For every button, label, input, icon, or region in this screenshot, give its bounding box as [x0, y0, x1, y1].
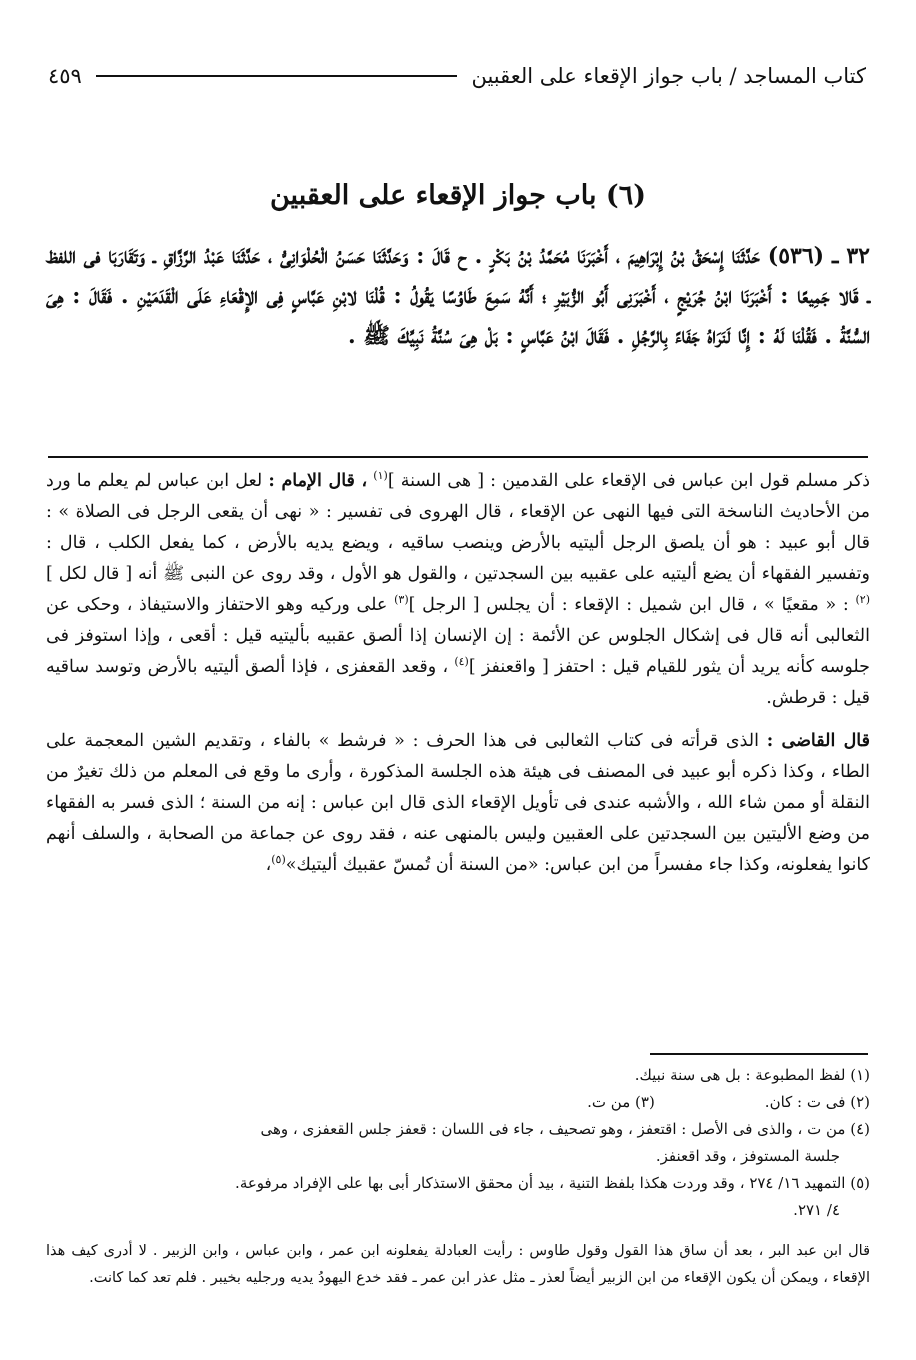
- commentary-text-b: : « مقعيًا » ، قال ابن شميل : الإقعاء : أن يجلس [ الرجل ]: [408, 595, 849, 615]
- commentary-text-c: على وركيه وهو الاحتفاز والاستيفاذ ، وحكى عن الثعالبى أنه قال فى إشكال الجلوس عن الأئمة : إن الإنسان إذا ألصق عقبيه بأليتيه قيل : أقعى ، وإذا استوفز فى جلوسه كأنه يريد أن يثور للقيام قيل : احتفز [ واقعنفز ]: [46, 595, 870, 677]
- commentary-block: [46, 466, 870, 893]
- hadith-text: ٣٢ ـ (٥٣٦) حَدَّثَنَا إِسْحَقُ بْنُ إِبْرَاهِيمَ ، أَخْبَرَنَا مُحَمَّدُ بْنُ بَكْرٍ . ح قَالَ : وَحَدَّثَنَا حَسَنُ الْحُلْوَانِىُّ ، حَدَّثَنَا عَبْدُ الرَّزَّاقِ ـ وَتَقَارَبَا فى اللفظ ـ قَالا جَمِيعًا : أَخْبَرَنَا ابْنُ جُرَيْجٍ ، أَخْبَرَنِى أَبُو الزُّبَيْرِ ؛ أَنَّهُ سَمِعَ طَاوُسًا يَقُولُ : قُلْنَا لابْنِ عَبَّاسٍ فِى الإِقْعَاءِ عَلَى الْقَدَمَيْنِ . فَقَالَ : هِىَ السُّنَّةُ . فَقُلْنَا لَهُ : إِنَّا لَنَرَاهُ جَفَاءً بِالرَّجُلِ . فَقَالَ ابْنُ عَبَّاسٍ : بَلْ هِىَ سُنَّةُ نَبِيِّكَ ﷺ .: [46, 243, 870, 349]
- running-title: كتاب المساجد / باب جواز الإقعاء على العقبين: [471, 64, 866, 88]
- footnote-ref-5: (٥): [271, 853, 286, 867]
- commentary-text-e: الذى قرأته فى كتاب الثعالبى فى هذا الحرف : « فرشط » بالفاء ، وتقديم الشين المعجمة على الطاء ، وكذا ذكره أبو عبيد فى المصنف فى هيئة هذه الجلسة المذكورة ، وأرى ما وقع فى المعلم من ذلك تغيرٌ من النقلة أو ممن شاء الله ، والأشبه عندى فى تأويل الإقعاء الذى قال ابن عباس : إنه من السنة ؛ الذى فسر به الفقهاء من وضع الأليتين بين السجدتين على العقبين وليس بالمنهى عنه ، فقد روى عن جماعة من الصحابة ، والسلف أنهم كانوا يفعلونه، وكذا جاء مفسراً من ابن عباس: «من السنة أن تُمسّ عقبيك أليتيك»: [46, 731, 870, 875]
- footnote-ref-1: (١): [373, 469, 388, 483]
- footnote-4: (٤) من ت ، والذى فى الأصل : اقتعفز ، وهو تصحيف ، جاء فى اللسان : قعفز جلس القعفزى ، وهى: [260, 1120, 870, 1138]
- hadith-text-block: [46, 236, 870, 356]
- chapter-title: (٦) باب جواز الإقعاء على العقبين: [270, 180, 646, 211]
- footnote-5: (٥) التمهيد ١٦/ ٢٧٤ ، وقد وردت هكذا بلفظ التنية ، بيد أن محقق الاستذكار أبى بها على الإفراد مرفوعة.: [235, 1174, 870, 1192]
- footnote-ref-2: (٢): [855, 593, 870, 607]
- supplementary-note: [46, 1238, 870, 1292]
- footnote-row-2-3: [46, 1089, 870, 1116]
- commentary-lead: ذكر مسلم قول ابن عباس فى الإقعاء على القدمين : [ هى السنة ]: [387, 471, 870, 491]
- imam-label: ، قال الإمام :: [268, 471, 368, 491]
- supplementary-note-text: قال ابن عبد البر ، بعد أن ساق هذا القول وقول طاوس : رأيت العبادلة يفعلونه ابن عمر ، وابن عباس ، وابن الزبير . لا أدرى كيف هذا الإقعاء ، ويمكن أن يكون الإقعاء من ابن الزبير أيضاً لعذر ـ مثل عذر ابن عمر ـ فقد خدع اليهودُ يديه ورجليه بخيبر . فلم تعد كما كانت.: [46, 1243, 870, 1286]
- commentary-text-a: لعل ابن عباس لم يعلم ما ورد من الأحاديث الناسخة التى فيها النهى عن الإقعاء ، قال الهروى فى تفسير : « نهى أن يقعى الرجل فى الصلاة » : قال أبو عبيد : هو أن يلصق الرجل أليتيه بالأرض وينصب ساقيه ، ويضع يديه بالأرض ، كما يفعل الكلب ، قال : وتفسير الفقهاء أن يضع أليتيه على عقبيه بين السجدتين ، والقول هو الأول ، وقد روى عن النبى ﷺ أنه [ قال لكل ]: [46, 471, 870, 584]
- commentary-separator: [48, 456, 868, 458]
- header-rule: [96, 75, 458, 77]
- commentary-paragraph-1: [46, 466, 870, 714]
- commentary-end: ،: [265, 855, 272, 875]
- footnotes-separator: [650, 1053, 868, 1055]
- footnote-4-continued: جلسة المستوفز ، وقد اقعنفز.: [655, 1147, 840, 1165]
- footnote-1: (١) لفظ المطبوعة : بل هى سنة نبيك.: [634, 1066, 870, 1084]
- footnote-ref-3: (٣): [394, 593, 409, 607]
- commentary-text-d: ، وقعد القعفزى ، فإذا ألصق أليتيه بالأرض وتوسد ساقيه قيل : قرطش.: [46, 657, 870, 708]
- footnote-ref-4: (٤): [454, 655, 469, 669]
- running-header: [48, 62, 866, 90]
- footnote-2: (٢) فى ت : كان.: [764, 1093, 870, 1111]
- commentary-paragraph-2: [46, 726, 870, 881]
- footnotes-block: [46, 1062, 870, 1224]
- footnote-5-continued: ٤/ ٢٧١.: [793, 1201, 840, 1219]
- qadi-label: قال القاضى :: [766, 731, 870, 751]
- page-number: ٤٥٩: [48, 64, 82, 88]
- footnote-3: (٣) من ت.: [587, 1093, 655, 1111]
